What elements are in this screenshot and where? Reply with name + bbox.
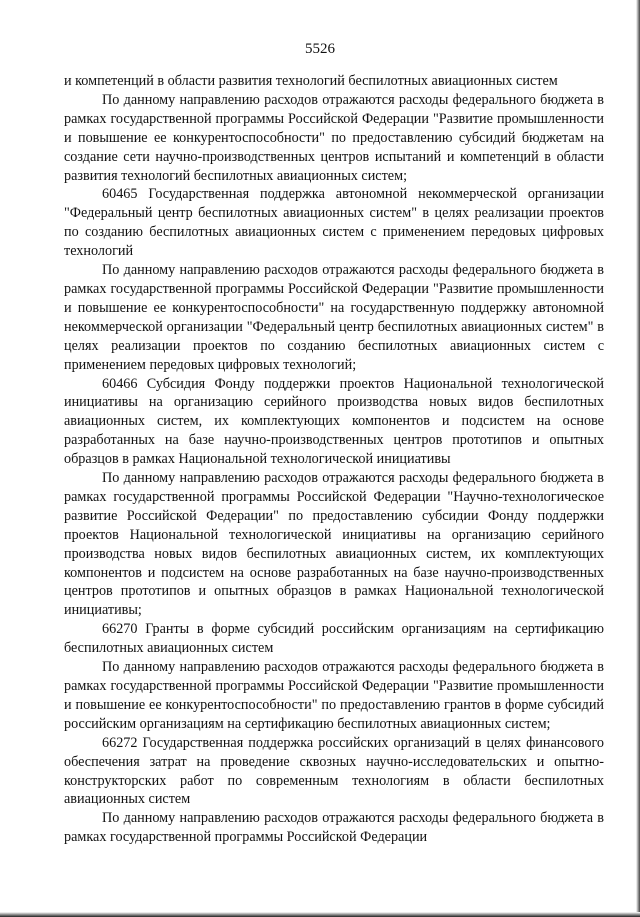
paragraph-expense-description: По данному направлению расходов отражаются расходы федерального бюджета в рамках государственной программы Российской Федерации bbox=[64, 810, 604, 846]
paragraph-code-60466: 60466 Субсидия Фонду поддержки проектов Национальной технологической инициативы на организацию серийного производства новых видов беспилотных авиационных систем, их комплектующих компонентов и подсистем на основе разработанных на базе научно-производственных центров прототипов и опытных образцов в рамках Национальной технологической инициативы bbox=[64, 375, 604, 468]
scan-edge-bottom bbox=[0, 912, 640, 917]
paragraph-code-60465: 60465 Государственная поддержка автономной некоммерческой организации "Федеральный центр беспилотных авиационных систем" в целях реализации проектов по созданию беспилотных авиационных систем с применением передовых цифровых технологий bbox=[64, 186, 604, 260]
paragraph-code-66272: 66272 Государственная поддержка российских организаций в целях финансового обеспечения затрат на проведение сквозных научно-исследовательских и опытно-конструкторских работ по современным технологиям в области беспилотных авиационных систем bbox=[64, 734, 604, 808]
paragraph-continuation: и компетенций в области развития технологий беспилотных авиационных систем bbox=[64, 73, 558, 89]
page-number: 5526 bbox=[305, 41, 335, 57]
scan-edge-right bbox=[636, 0, 640, 917]
paragraph-expense-description: По данному направлению расходов отражаются расходы федерального бюджета в рамках государственной программы Российской Федерации "Развитие промышленности и повышение ее конкурентоспособности" по предоставлению грантов в форме субсидий российским организациям на сертификацию беспилотных авиационных систем; bbox=[64, 659, 604, 732]
paragraph-expense-description: По данному направлению расходов отражаются расходы федерального бюджета в рамках государственной программы Российской Федерации "Развитие промышленности и повышение ее конкурентоспособности" по предоставлению субсидий бюджетам на создание сети научно-производственных центров испытаний и компетенций в области развития технологий беспилотных авиационных систем; bbox=[64, 91, 604, 184]
paragraph-code-66270: 66270 Гранты в форме субсидий российским организациям на сертификацию беспилотных авиационных систем bbox=[64, 621, 604, 657]
paragraph-expense-description: По данному направлению расходов отражаются расходы федерального бюджета в рамках государственной программы Российской Федерации "Развитие промышленности и повышение ее конкурентоспособности" на государственную поддержку автономной некоммерческой организации "Федеральный центр беспилотных авиационных систем" в целях реализации проектов по созданию беспилотных авиационных систем с применением передовых цифровых технологий; bbox=[64, 262, 604, 373]
document-body bbox=[64, 72, 604, 847]
paragraph-expense-description: По данному направлению расходов отражаются расходы федерального бюджета в рамках государственной программы Российской Федерации "Научно-технологическое развитие Российской Федерации" по предоставлению субсидии Фонду поддержки проектов Национальной технологической инициативы на организацию серийного производства новых видов беспилотных авиационных систем, их комплектующих компонентов и подсистем на основе разработанных на базе научно-производственных центров прототипов и опытных образцов в рамках Национальной технологической инициативы; bbox=[64, 470, 604, 619]
